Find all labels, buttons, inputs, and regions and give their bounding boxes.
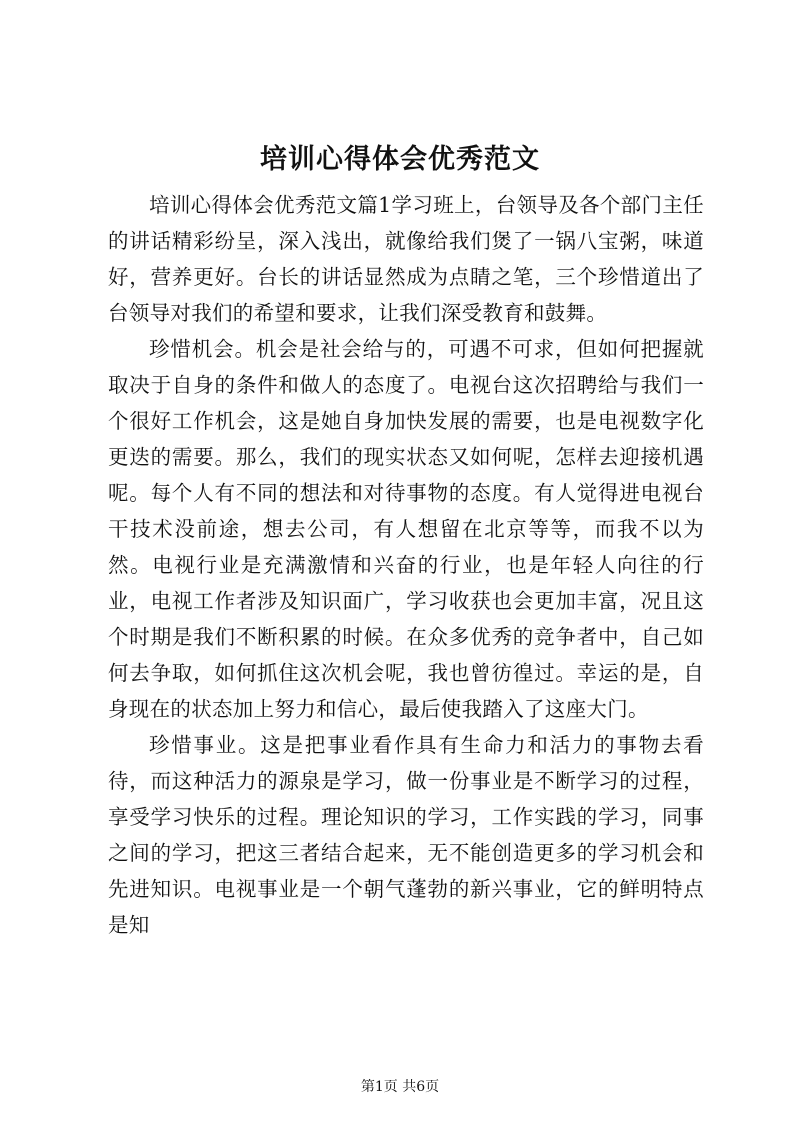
document-body bbox=[108, 187, 704, 943]
document-title: 培训心得体会优秀范文 bbox=[260, 144, 540, 175]
paragraph-3: 珍惜事业。这是把事业看作具有生命力和活力的事物去看待，而这种活力的源泉是学习，做一份事业是不断学习的过程，享受学习快乐的过程。理论知识的学习，工作实践的学习，同事之间的学习，把这三者结合起来，无不能创造更多的学习机会和先进知识。电视事业是一个朝气蓬勃的新兴事业，它的鲜明特点是知 bbox=[108, 733, 704, 937]
paragraph-2: 珍惜机会。机会是社会给与的，可遇不可求，但如何把握就取决于自身的条件和做人的态度了。电视台这次招聘给与我们一个很好工作机会，这是她自身加快发展的需要，也是电视数字化更迭的需要。那么，我们的现实状态又如何呢，怎样去迎接机遇呢。每个人有不同的想法和对待事物的态度。有人觉得进电视台干技术没前途，想去公司，有人想留在北京等等，而我不以为然。电视行业是充满激情和兴奋的行业，也是年轻人向往的行业，电视工作者涉及知识面广，学习收获也会更加丰富，况且这个时期是我们不断积累的时候。在众多优秀的竞争者中，自己如何去争取，如何抓住这次机会呢，我也曾彷徨过。幸运的是，自身现在的状态加上努力和信心，最后使我踏入了这座大门。 bbox=[108, 337, 704, 721]
paragraph-1: 培训心得体会优秀范文篇1学习班上，台领导及各个部门主任的讲话精彩纷呈，深入浅出，就像给我们煲了一锅八宝粥，味道好，营养更好。台长的讲话显然成为点睛之笔，三个珍惜道出了台领导对我们的希望和要求，让我们深受教育和鼓舞。 bbox=[108, 193, 704, 325]
page-footer: 第1页 共6页 bbox=[360, 1079, 440, 1095]
